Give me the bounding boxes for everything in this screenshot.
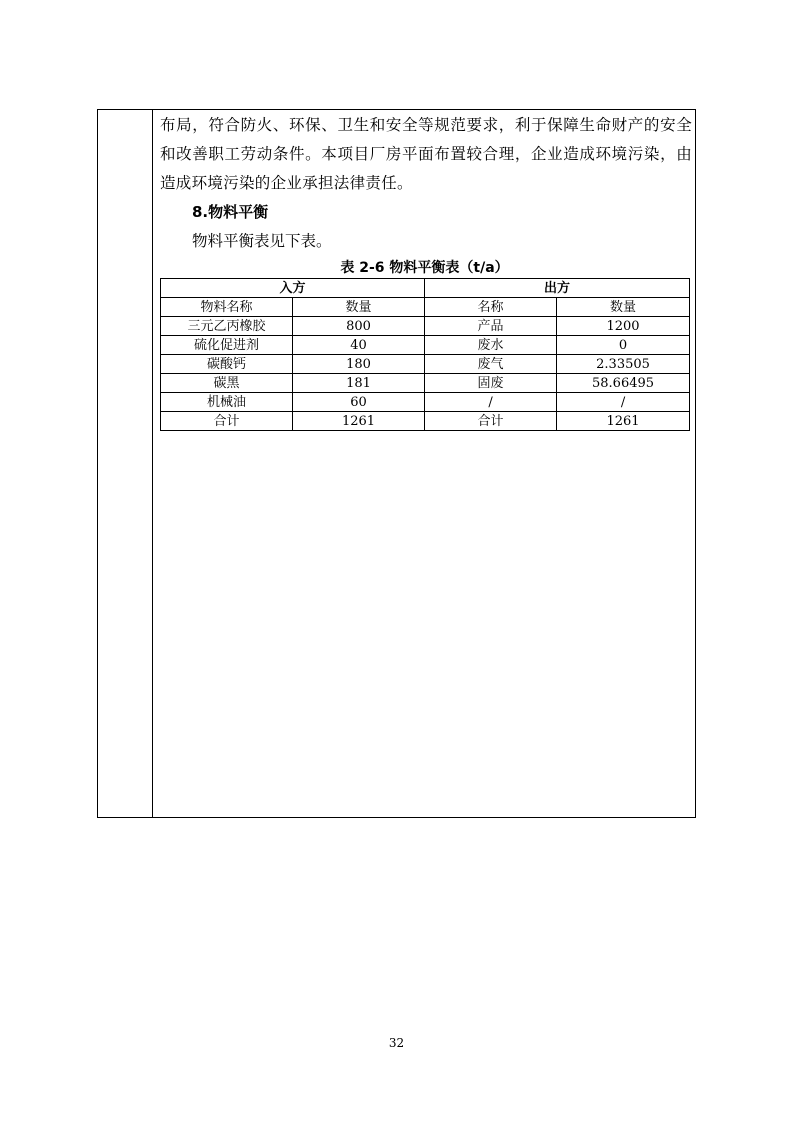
table-row xyxy=(161,317,690,336)
table-cell: 2.33505 xyxy=(557,355,690,374)
table-cell: 40 xyxy=(293,336,425,355)
table-cell: 800 xyxy=(293,317,425,336)
table-column-header-row xyxy=(161,298,690,317)
table-cell: 三元乙丙橡胶 xyxy=(161,317,293,336)
table-cell: 60 xyxy=(293,393,425,412)
table-row xyxy=(161,355,690,374)
output-group-header: 出方 xyxy=(425,279,690,298)
table-group-header-row xyxy=(161,279,690,298)
input-group-header: 入方 xyxy=(161,279,425,298)
table-cell: / xyxy=(425,393,557,412)
table-cell: 合计 xyxy=(425,412,557,431)
table-cell: 1200 xyxy=(557,317,690,336)
column-header: 物料名称 xyxy=(161,298,293,317)
body-paragraph: 布局，符合防火、环保、卫生和安全等规范要求，利于保障生命财产的安全和改善职工劳动条件。本项目厂房平面布置较合理，企业造成环境污染，由造成环境污染的企业承担法律责任。 xyxy=(160,116,692,192)
table-cell: 1261 xyxy=(557,412,690,431)
table-cell: 产品 xyxy=(425,317,557,336)
section-heading: 8.物料平衡 xyxy=(192,203,269,221)
table-cell: 0 xyxy=(557,336,690,355)
table-row xyxy=(161,336,690,355)
table-cell: 机械油 xyxy=(161,393,293,412)
frame-column-divider xyxy=(152,110,153,817)
table-cell: 1261 xyxy=(293,412,425,431)
column-header: 数量 xyxy=(293,298,425,317)
table-cell: 181 xyxy=(293,374,425,393)
column-header: 名称 xyxy=(425,298,557,317)
table-cell: 碳黑 xyxy=(161,374,293,393)
table-row xyxy=(161,374,690,393)
table-total-row xyxy=(161,412,690,431)
table-intro: 物料平衡表见下表。 xyxy=(192,232,332,250)
table-title: 表 2-6 物料平衡表（t/a） xyxy=(340,260,509,276)
table-cell: 58.66495 xyxy=(557,374,690,393)
table-cell: 碳酸钙 xyxy=(161,355,293,374)
table-cell: 固废 xyxy=(425,374,557,393)
table-cell: / xyxy=(557,393,690,412)
page-number: 32 xyxy=(388,1036,405,1050)
content-area xyxy=(160,111,692,431)
table-cell: 废水 xyxy=(425,336,557,355)
table-row xyxy=(161,393,690,412)
table-cell: 废气 xyxy=(425,355,557,374)
table-cell: 合计 xyxy=(161,412,293,431)
column-header: 数量 xyxy=(557,298,690,317)
material-balance-table xyxy=(160,278,690,431)
table-cell: 180 xyxy=(293,355,425,374)
table-cell: 硫化促进剂 xyxy=(161,336,293,355)
